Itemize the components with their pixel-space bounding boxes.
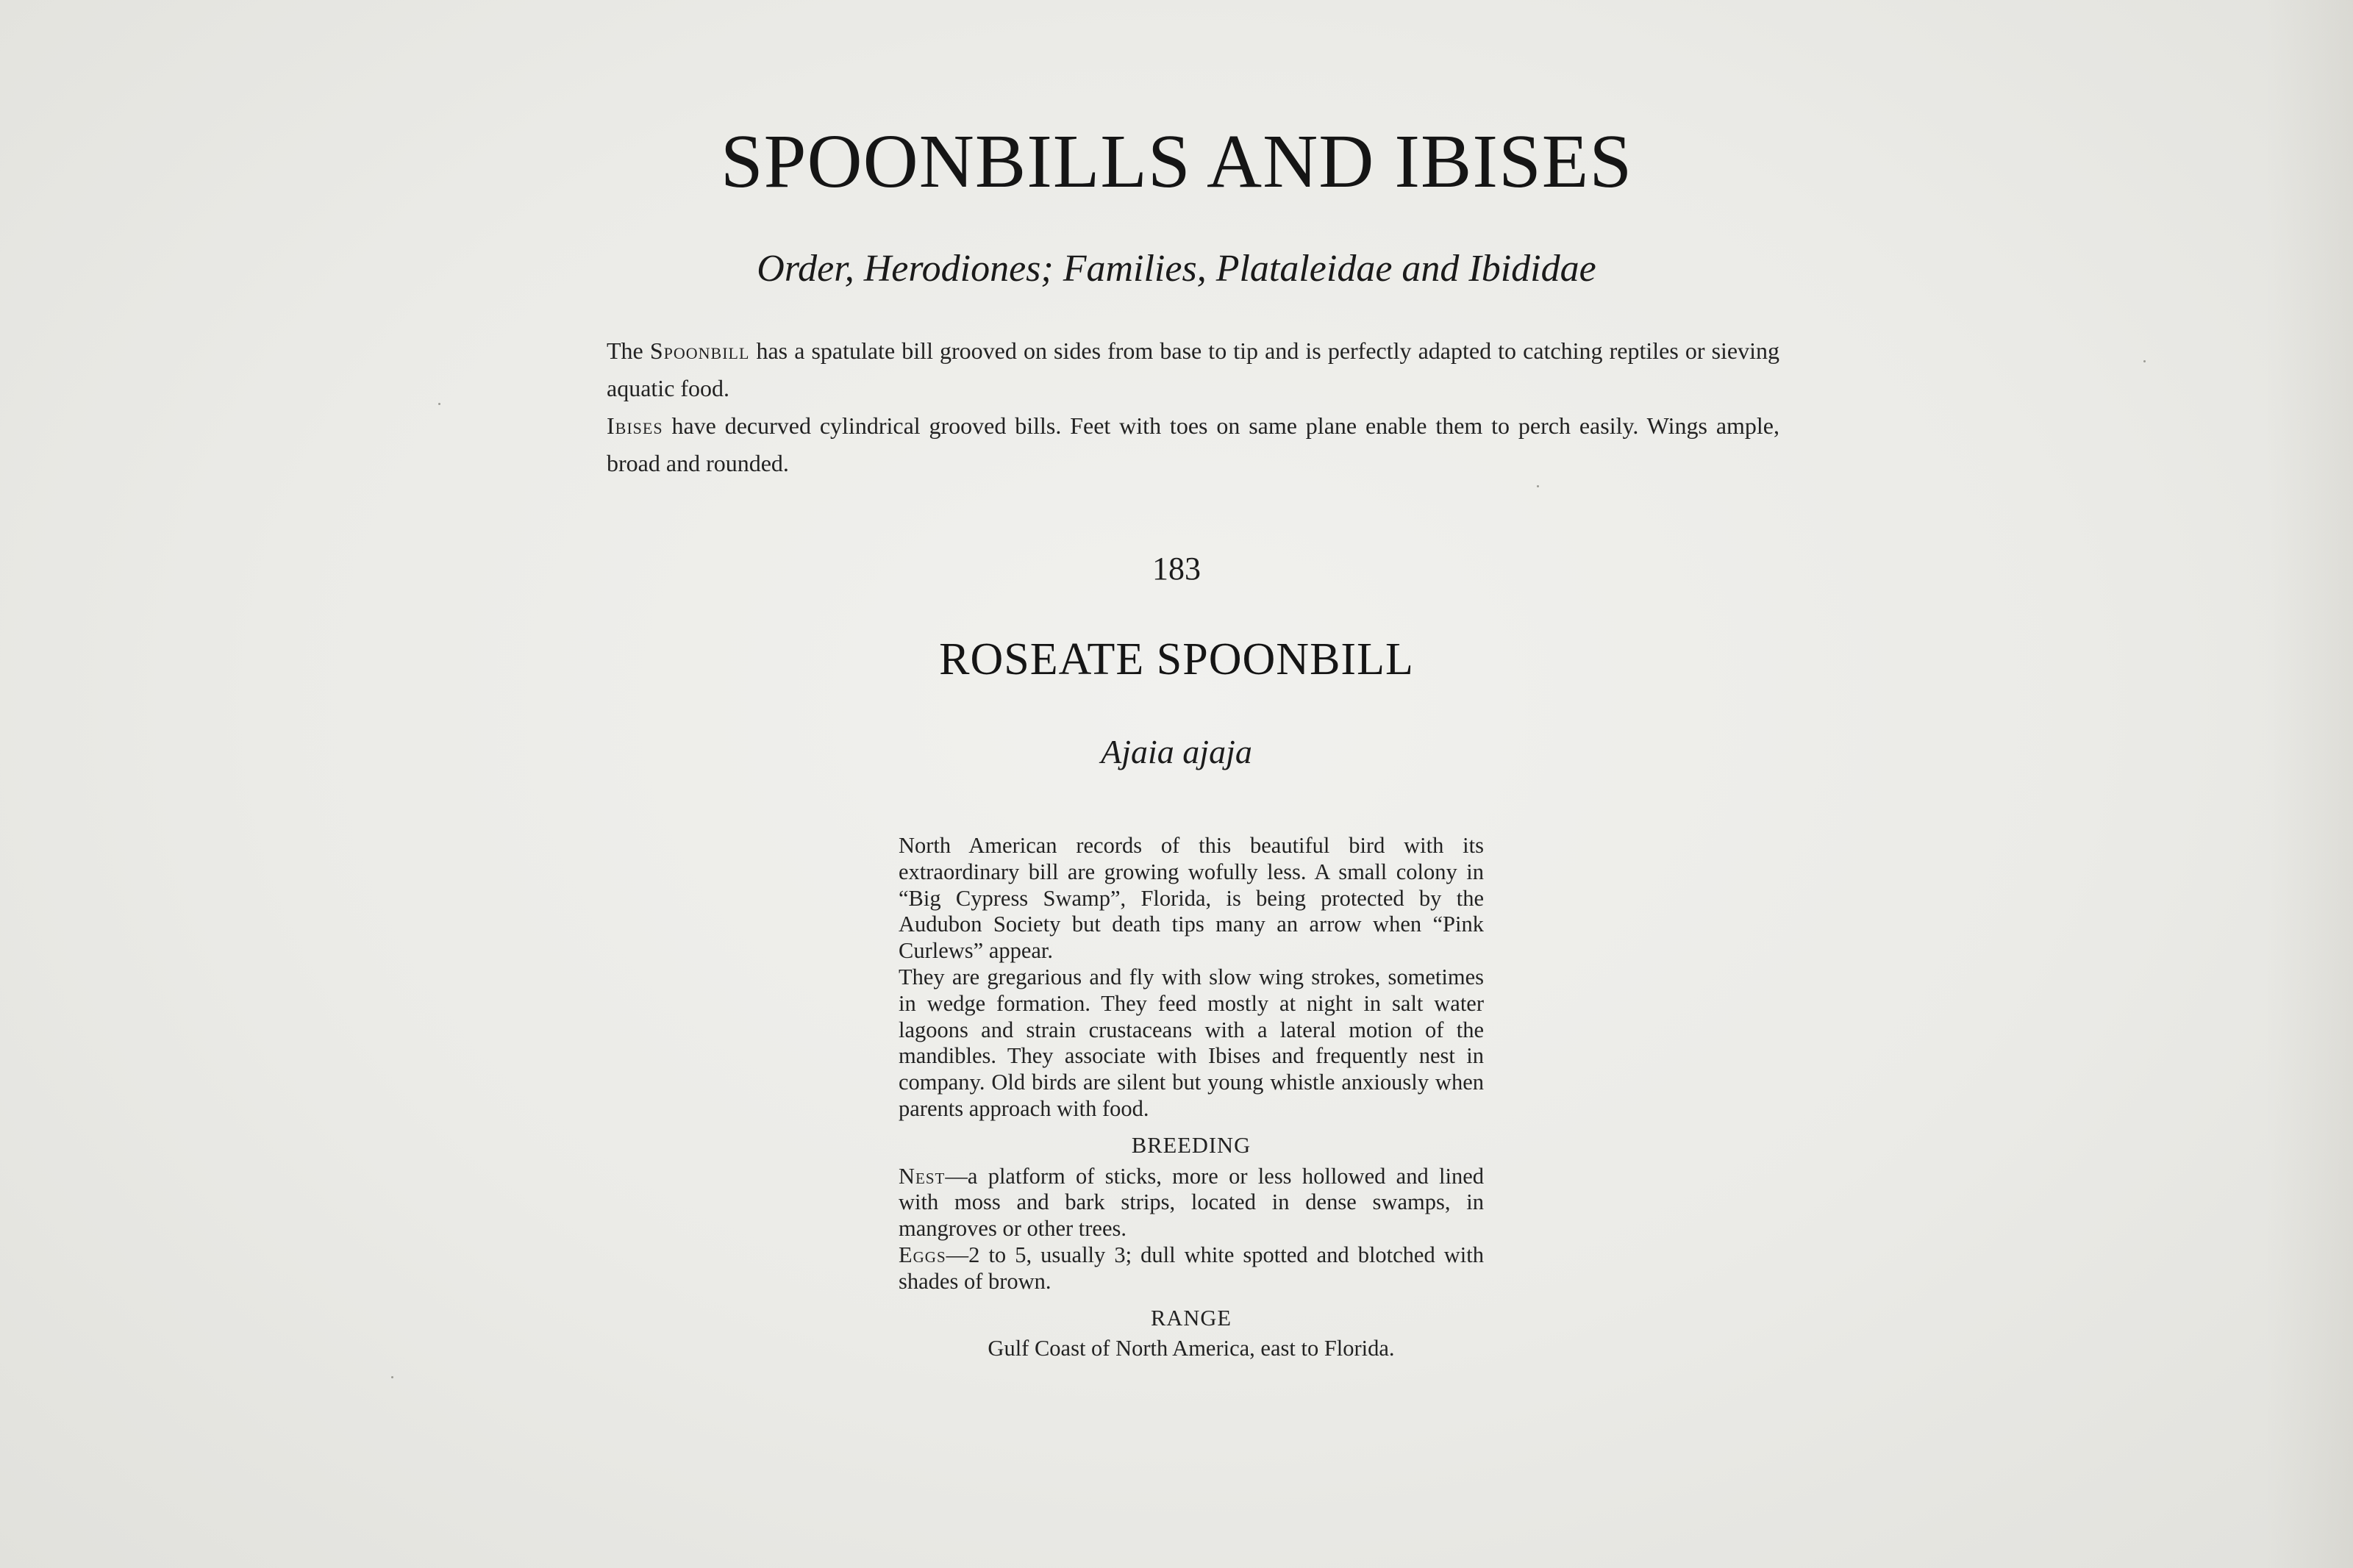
- spoonbill-term: Spoonbill: [649, 337, 750, 364]
- intro-spoonbill-paragraph: [607, 332, 1779, 407]
- breeding-heading: BREEDING: [1131, 1132, 1252, 1158]
- paper-speck: [1537, 485, 1539, 487]
- intro-prefix: The: [607, 337, 650, 364]
- description-paragraph-1: North American records of this beautiful bird with its extraordinary bill are growing wofully less. A small colony in “Big Cypress Swamp”, Florida, is being protected by the Audubon Society but death tips many an arrow when “Pink Curlews” appear.: [899, 833, 1484, 964]
- paper-speck: [2143, 360, 2146, 362]
- page-title: SPOONBILLS AND IBISES: [720, 119, 1633, 204]
- paper-edge-shadow: [2265, 0, 2353, 1568]
- eggs-text: —2 to 5, usually 3; dull white spotted and blotched with shades of brown.: [899, 1242, 1484, 1294]
- nest-label: Nest: [899, 1163, 946, 1189]
- spoonbill-description: has a spatulate bill grooved on sides from base to tip and is perfectly adapted to catching reptiles or sieving aquatic food.: [607, 337, 1780, 401]
- paper-speck: [391, 1376, 393, 1378]
- range-text: Gulf Coast of North America, east to Florida.: [988, 1336, 1395, 1361]
- species-scientific-name: Ajaia ajaja: [1101, 733, 1252, 770]
- nest-paragraph: [899, 1164, 1484, 1242]
- nest-text: —a platform of sticks, more or less hollowed and lined with moss and bark strips, located in dense swamps, in mangroves or other trees.: [899, 1163, 1484, 1242]
- ibises-description: have decurved cylindrical grooved bills. Feet with toes on same plane enable them to perch easily. Wings ample, broad and rounded.: [607, 412, 1779, 476]
- eggs-label: Eggs: [899, 1242, 946, 1267]
- description-paragraph-2: They are gregarious and fly with slow wing strokes, sometimes in wedge formation. They feed mostly at night in salt water lagoons and strain crustaceans with a lateral motion of the mandibles. They associate with Ibises and frequently nest in company. Old birds are silent but young whistle anxiously when parents approach with food.: [899, 964, 1484, 1121]
- eggs-paragraph: [899, 1242, 1484, 1295]
- intro-text: [607, 332, 1779, 482]
- range-heading: RANGE: [1150, 1305, 1232, 1331]
- species-text-column: [899, 833, 1484, 1362]
- ibises-term: Ibises: [607, 412, 663, 439]
- species-number: 183: [1152, 551, 1201, 587]
- paper-speck: [438, 403, 440, 405]
- order-families-subtitle: Order, Herodiones; Families, Plataleidae and Ibididae: [757, 248, 1596, 290]
- intro-ibises-paragraph: [607, 407, 1779, 482]
- species-common-name: ROSEATE SPOONBILL: [939, 634, 1414, 684]
